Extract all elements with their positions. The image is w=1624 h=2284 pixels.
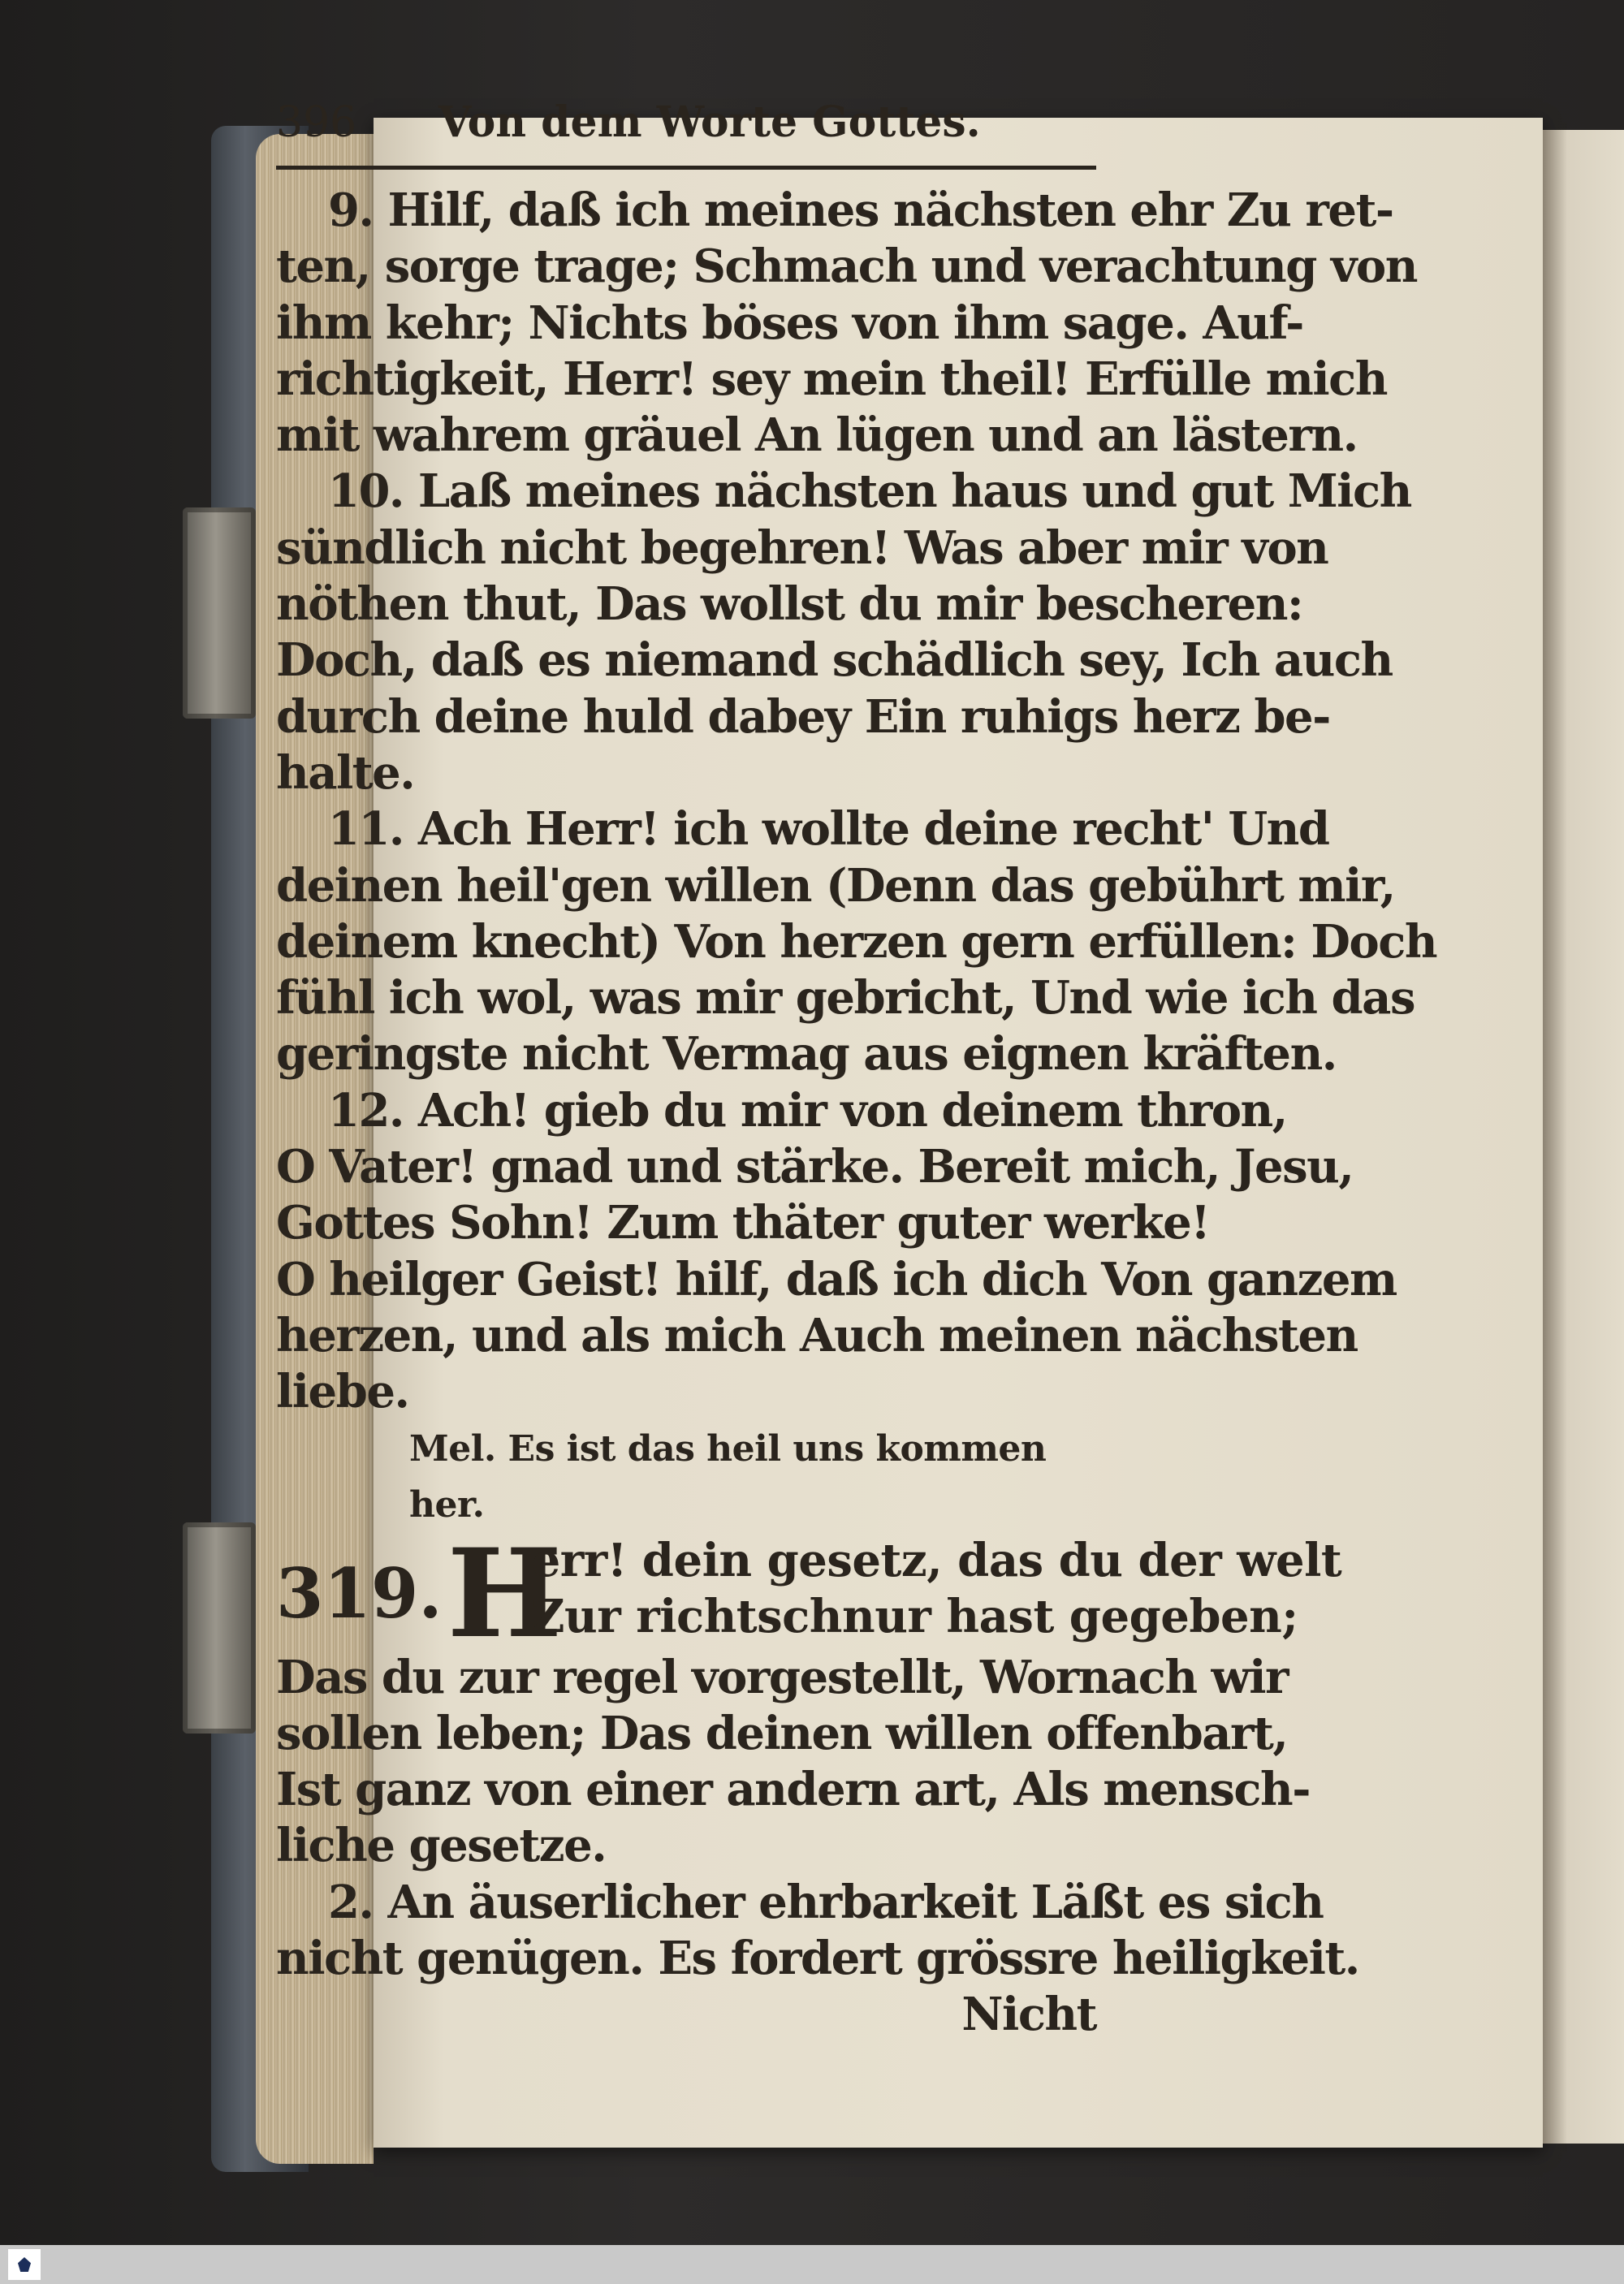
clasp-upper bbox=[183, 507, 256, 719]
hymn-number: 319. bbox=[276, 1553, 443, 1634]
library-logo-icon bbox=[8, 2249, 41, 2280]
drop-initial: H bbox=[447, 1522, 563, 1665]
text-line: Das du zur regel vorgestellt, Wornach wir bbox=[276, 1650, 1289, 1704]
text-line: durch deine huld dabey Ein ruhigs herz be- bbox=[276, 689, 1330, 744]
text-line: Zur richtschnur hast gegeben; bbox=[531, 1589, 1298, 1643]
text-line: 9. Hilf, daß ich meines nächsten ehr Zu ret- bbox=[328, 183, 1393, 237]
text-line: geringste nicht Vermag aus eignen kräften. bbox=[276, 1027, 1337, 1082]
bottom-strip bbox=[0, 2245, 1624, 2284]
running-title: Von dem Worte Gottes. bbox=[438, 97, 981, 147]
text-line: 12. Ach! gieb du mir von deinem thron, bbox=[328, 1083, 1287, 1138]
text-line: err! dein gesetz, das du der welt bbox=[531, 1533, 1342, 1587]
page-text bbox=[276, 97, 1437, 2044]
text-line: mit wahrem gräuel An lügen und an lästern. bbox=[276, 408, 1358, 463]
text-line: nöthen thut, Das wollst du mir bescheren: bbox=[276, 577, 1303, 632]
text-line: sündlich nicht begehren! Was aber mir von bbox=[276, 520, 1328, 575]
page-number: 396 bbox=[276, 98, 357, 147]
hymn-heading bbox=[276, 1522, 563, 1665]
text-line: richtigkeit, Herr! sey mein theil! Erfülle mich bbox=[276, 352, 1387, 406]
text-line: liebe. bbox=[276, 1365, 409, 1419]
text-line: halte. bbox=[276, 745, 415, 800]
text-line: 2. An äuserlicher ehrbarkeit Läßt es sich bbox=[328, 1875, 1324, 1929]
hymn-first-lines bbox=[529, 1533, 1342, 1650]
text-line: ten, sorge trage; Schmach und verachtung von bbox=[276, 240, 1417, 294]
text-line: sollen leben; Das deinen willen offenbart, bbox=[276, 1706, 1288, 1760]
clasp-lower bbox=[183, 1522, 256, 1734]
text-line: deinem knecht) Von herzen gern erfüllen: Doch bbox=[276, 914, 1437, 969]
hymn-319-start bbox=[276, 1522, 1342, 1665]
text-line: nicht genügen. Es fordert grössre heiligkeit. bbox=[276, 1932, 1359, 1986]
header-rule bbox=[276, 166, 1096, 170]
text-line: O heilger Geist! hilf, daß ich dich Von ganzem bbox=[276, 1252, 1397, 1306]
text-line: liche gesetze. bbox=[276, 1819, 607, 1873]
page-header bbox=[276, 97, 1096, 162]
text-line: Ist ganz von einer andern art, Als mensch- bbox=[276, 1763, 1310, 1817]
hymn-lines bbox=[276, 1650, 1359, 1988]
melody-line: Mel. Es ist das heil uns kommen her. bbox=[409, 1427, 1047, 1526]
text-line: deinen heil'gen willen (Denn das gebührt mir, bbox=[276, 858, 1395, 913]
text-line: Doch, daß es niemand schädlich sey, Ich auch bbox=[276, 633, 1393, 688]
catchword: Nicht bbox=[961, 1988, 1096, 2042]
text-line: herzen, und als mich Auch meinen nächsten bbox=[276, 1308, 1358, 1362]
text-line: Gottes Sohn! Zum thäter guter werke! bbox=[276, 1196, 1210, 1250]
text-line: fühl ich wol, was mir gebricht, Und wie ich das bbox=[276, 971, 1415, 1025]
verses-block bbox=[276, 183, 1437, 1421]
text-line: 11. Ach Herr! ich wollte deine recht' Und bbox=[328, 802, 1329, 857]
text-line: ihm kehr; Nichts böses von ihm sage. Auf- bbox=[276, 296, 1303, 350]
next-page-edge bbox=[1543, 130, 1624, 2144]
text-line: O Vater! gnad und stärke. Bereit mich, Jesu, bbox=[276, 1140, 1354, 1194]
text-line: 10. Laß meines nächsten haus und gut Mich bbox=[328, 464, 1411, 519]
